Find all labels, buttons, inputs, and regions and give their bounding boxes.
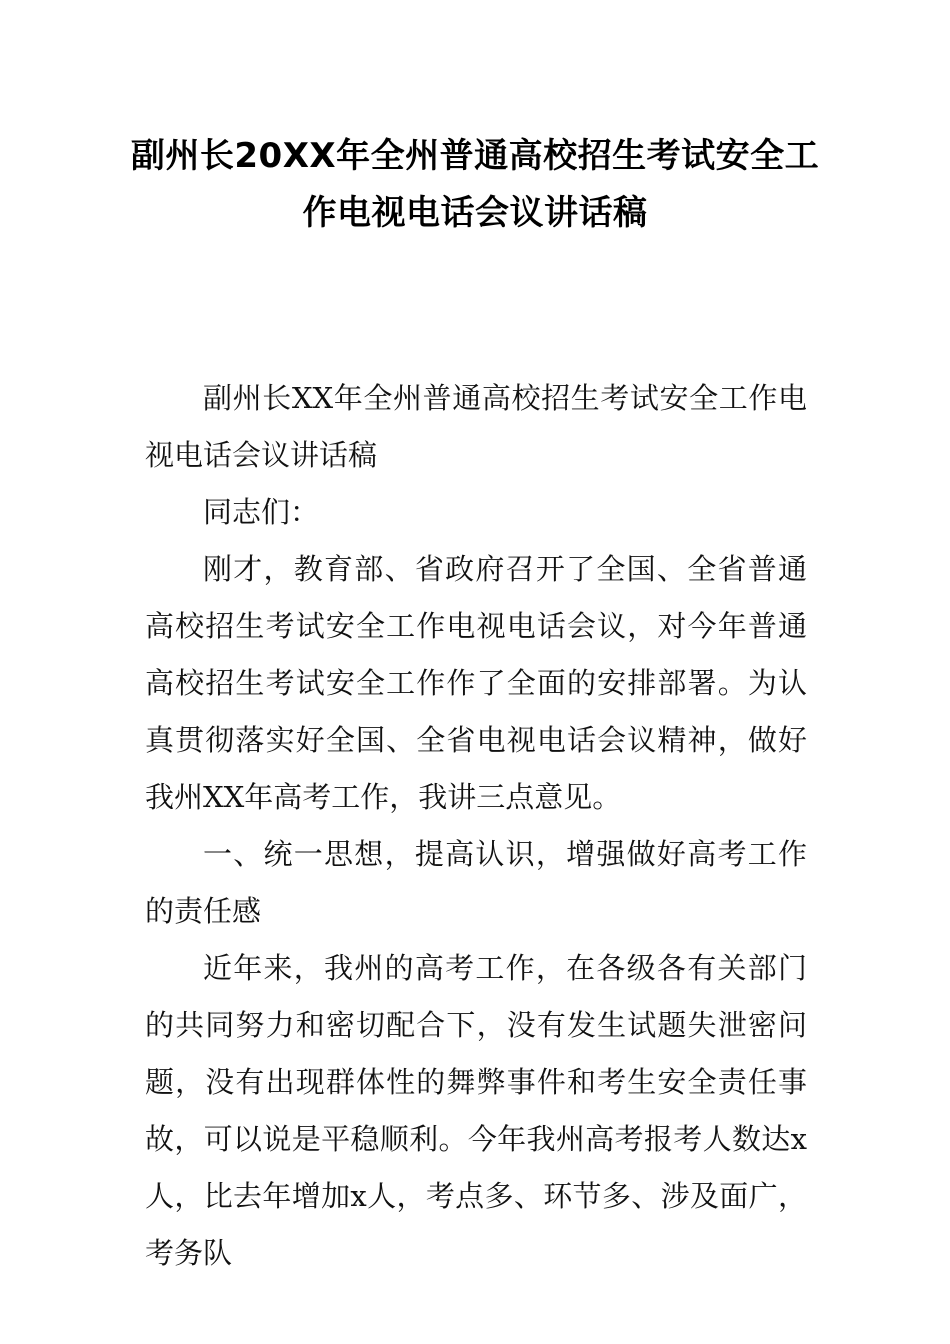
document-title: 副州长20XX年全州普通高校招生考试安全工作电视电话会议讲话稿 [130,136,820,233]
paragraph-salutation: 同志们： [203,495,320,529]
section-heading-1: 一、统一思想，提高认识，增强做好高考工作的责任感 [145,837,807,928]
paragraph-subtitle: 副州长XX年全州普通高校招生考试安全工作电视电话会议讲话稿 [145,381,807,472]
paragraph-section-1: 近年来，我州的高考工作，在各级各有关部门的共同努力和密切配合下，没有发生试题失泄密问题，没有出现群体性的舞弊事件和考生安全责任事故，可以说是平稳顺利。今年我州高考报考人数达x人，比去年增加x人，考点多、环节多、涉及面广，考务队 [145,951,807,1270]
document-body [145,370,807,1282]
paragraph-intro: 刚才，教育部、省政府召开了全国、全省普通高校招生考试安全工作电视电话会议，对今年普通高校招生考试安全工作作了全面的安排部署。为认真贯彻落实好全国、全省电视电话会议精神，做好我州XX年高考工作，我讲三点意见。 [145,552,807,814]
